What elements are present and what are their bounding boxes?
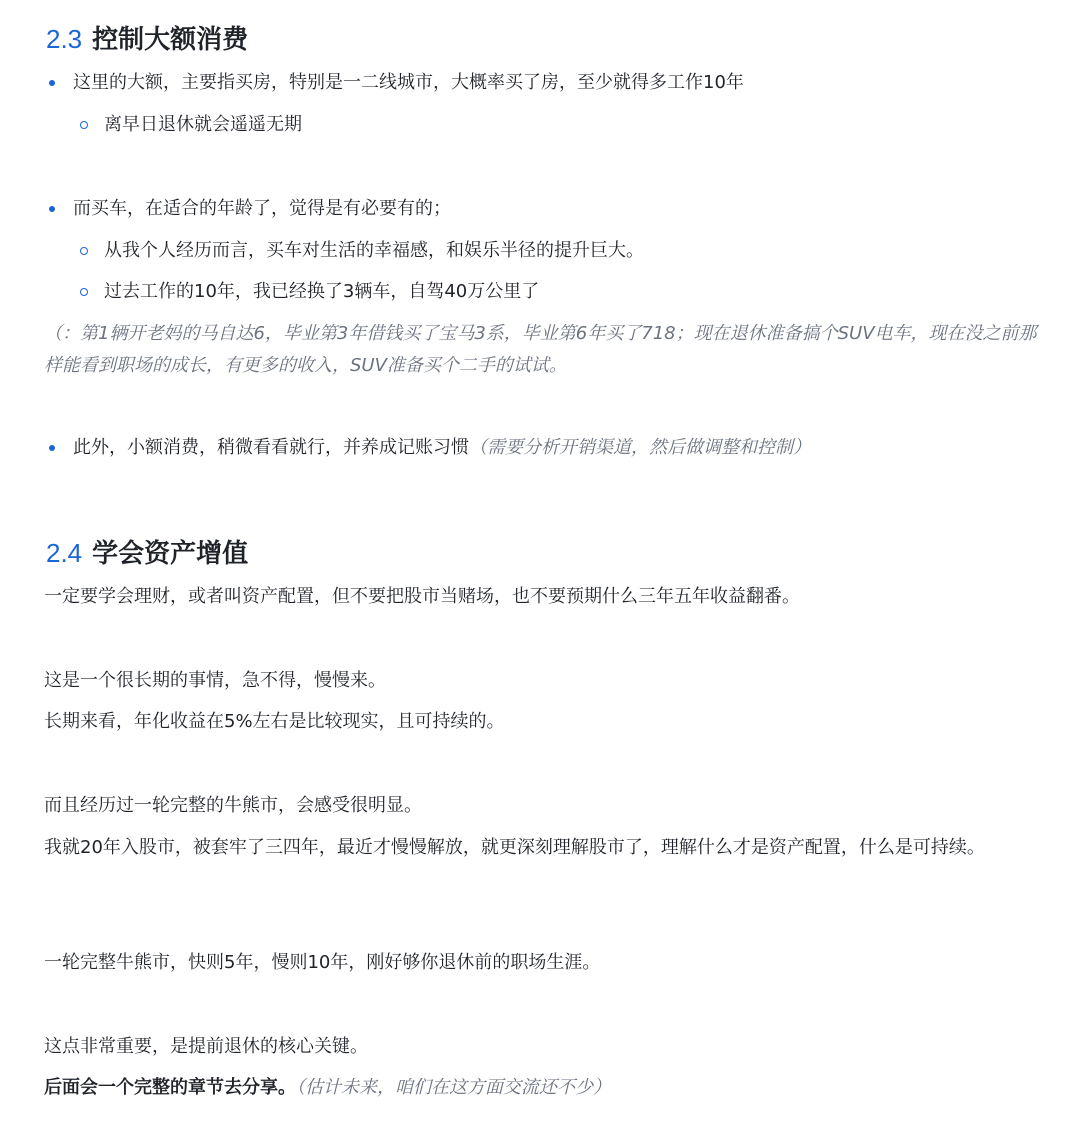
paragraph: 而且经历过一轮完整的牛熊市，会感受很明显。 bbox=[44, 795, 422, 816]
section-heading-2-3 bbox=[46, 21, 248, 58]
sub-list-item bbox=[104, 276, 539, 308]
sub-list-item bbox=[104, 235, 644, 267]
list-item-text: 此外，小额消费，稍微看看就行，并养成记账习惯 bbox=[73, 437, 469, 458]
list-item bbox=[73, 67, 744, 99]
list-item-note: （需要分析开销渠道，然后做调整和控制） bbox=[469, 437, 811, 458]
list-item-text: 从我个人经历而言，买车对生活的幸福感，和娱乐半径的提升巨大。 bbox=[104, 240, 644, 261]
car-history-note: （：第1辆开老妈的马自达6，毕业第3年借钱买了宝马3系，毕业第6年买了718；现在退休准备搞个SUV电车，现在没之前那样能看到职场的成长，有更多的收入，SUV准备买个二手的试试。 bbox=[44, 323, 1037, 376]
paragraph: 这点非常重要，是提前退休的核心关键。 bbox=[44, 1036, 368, 1057]
paragraph: 我就20年入股市，被套牢了三四年，最近才慢慢解放，就更深刻理解股市了，理解什么才是资产配置，什么是可持续。 bbox=[44, 837, 985, 858]
section-number: 2.4 bbox=[46, 538, 83, 568]
paragraph: 长期来看，年化收益在5%左右是比较现实，且可持续的。 bbox=[44, 711, 505, 732]
section-heading-2-4 bbox=[46, 535, 248, 572]
aside-note: （估计未来，咱们在这方面交流还不少） bbox=[296, 1077, 611, 1098]
list-item bbox=[73, 432, 811, 464]
list-item-text: 离早日退休就会遥遥无期 bbox=[104, 114, 302, 135]
list-item-text: 这里的大额，主要指买房，特别是一二线城市，大概率买了房，至少就得多工作10年 bbox=[73, 72, 744, 93]
paragraph: 一定要学会理财，或者叫资产配置，但不要把股市当赌场，也不要预期什么三年五年收益翻番。 bbox=[44, 586, 800, 607]
sub-list-item bbox=[104, 109, 302, 141]
list-item-text: 而买车，在适合的年龄了，觉得是有必要有的； bbox=[73, 198, 451, 219]
section-title: 控制大额消费 bbox=[92, 25, 249, 55]
paragraph: 这是一个很长期的事情，急不得，慢慢来。 bbox=[44, 670, 386, 691]
list-item bbox=[73, 193, 451, 225]
bold-text: 后面会一个完整的章节去分享。 bbox=[44, 1077, 296, 1098]
list-item-text: 过去工作的10年，我已经换了3辆车，自驾40万公里了 bbox=[104, 281, 540, 302]
paragraph: 一轮完整牛熊市，快则5年，慢则10年，刚好够你退休前的职场生涯。 bbox=[44, 952, 601, 973]
paragraph bbox=[44, 1072, 611, 1104]
section-number: 2.3 bbox=[46, 24, 83, 54]
section-title: 学会资产增值 bbox=[92, 539, 249, 569]
